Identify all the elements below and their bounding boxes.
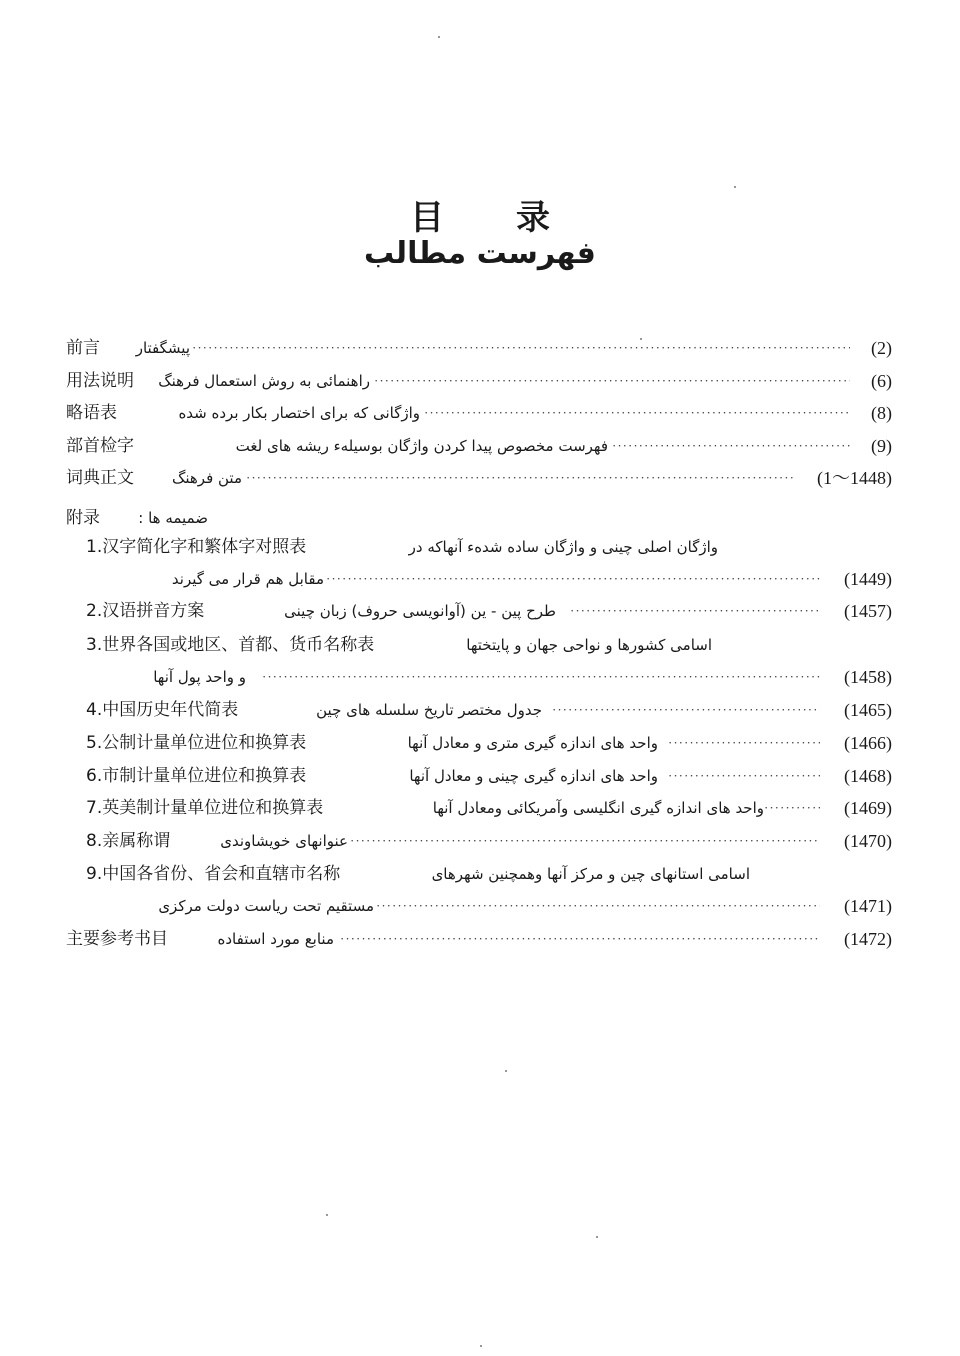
leader-dots <box>350 826 820 856</box>
appendix-item-8[interactable] <box>0 826 960 856</box>
entry-fa: فهرست مخصوص پیدا کردن واژگان بوسیلهء ریشه های لغت <box>235 437 608 455</box>
leader-dots <box>374 366 850 396</box>
entry-fa: راهنمائی به روش استعمال فرهنگ <box>158 372 370 390</box>
toc-entry-main-text[interactable] <box>0 463 960 493</box>
page-number: (1466) <box>844 733 892 753</box>
appendix-item-3[interactable] <box>0 630 960 660</box>
entry-fa: واژگانی که برای اختصار بکار برده شده <box>178 404 420 422</box>
page-number: (1472) <box>844 929 892 949</box>
entry-zh: 8.亲属称谓 <box>86 831 171 851</box>
appendix-heading <box>0 503 960 533</box>
entry-fa: منابع مورد استفاده <box>217 930 334 948</box>
appendix-item-1-cont[interactable] <box>0 564 960 594</box>
page-number: (1470) <box>844 831 892 851</box>
entry-fa: پیشگفتار <box>135 339 190 357</box>
scan-speck <box>326 1214 328 1216</box>
entry-fa: جدول مختصر تاریخ سلسله های چین <box>316 701 542 719</box>
entry-fa: عنوانهای خویشاوندی <box>220 832 348 850</box>
leader-dots <box>552 695 820 725</box>
entry-fa: متن فرهنگ <box>171 469 242 487</box>
appendix-fa: ضمیمه ها : <box>138 509 208 527</box>
appendix-item-9-cont[interactable] <box>0 891 960 921</box>
entry-zh: 主要参考书目 <box>66 929 168 949</box>
toc-entry-preface[interactable] <box>0 333 960 363</box>
appendix-item-6[interactable] <box>0 761 960 791</box>
entry-fa: واژگان اصلی چینی و واژگان ساده شدهء آنهاکه در <box>408 538 718 556</box>
leader-dots <box>262 662 820 692</box>
entry-zh: 略语表 <box>66 403 117 423</box>
page-number: (2) <box>871 338 892 358</box>
appendix-item-5[interactable] <box>0 728 960 758</box>
entry-fa: اسامی استانهای چین و مرکز آنها وهمچنین شهرهای <box>431 865 750 883</box>
entry-zh: 7.英美制计量单位进位和换算表 <box>86 798 324 818</box>
page-number: (1458) <box>844 667 892 687</box>
leader-dots <box>764 793 820 823</box>
toc-entry-radical-index[interactable] <box>0 431 960 461</box>
entry-zh: 9.中国各省份、省会和直辖市名称 <box>86 864 341 884</box>
entry-zh: 词典正文 <box>66 468 134 488</box>
entry-fa-cont: و واحد پول آنها <box>153 668 246 686</box>
toc-entry-abbreviations[interactable] <box>0 398 960 428</box>
leader-dots <box>612 431 850 461</box>
entry-zh: 前言 <box>66 338 100 358</box>
scan-speck <box>438 36 440 38</box>
title-char: 目 <box>410 198 444 238</box>
appendix-item-7[interactable] <box>0 793 960 823</box>
leader-dots <box>326 564 820 594</box>
entry-fa: واحد های اندازه گیری چینی و معادل آنها <box>409 767 658 785</box>
scan-speck <box>480 1345 482 1347</box>
appendix-item-4[interactable] <box>0 695 960 725</box>
entry-zh: 6.市制计量单位进位和换算表 <box>86 766 307 786</box>
page-number: (1457) <box>844 601 892 621</box>
page-number: (9) <box>871 436 892 456</box>
leader-dots <box>424 398 850 428</box>
page-number: (1465) <box>844 700 892 720</box>
page-number: (1468) <box>844 766 892 786</box>
appendix-item-9[interactable] <box>0 859 960 889</box>
scan-speck <box>640 338 642 340</box>
leader-dots <box>246 463 794 493</box>
entry-zh: 部首检字 <box>66 436 134 456</box>
toc-entry-usage[interactable] <box>0 366 960 396</box>
entry-fa-cont: مستقیم تحت ریاست دولت مرکزی <box>158 897 374 915</box>
scan-speck <box>734 186 736 188</box>
page-title-persian: فهرست مطالب <box>364 236 596 271</box>
page-number: (6) <box>871 371 892 391</box>
entry-zh: 用法说明 <box>66 371 134 391</box>
leader-dots <box>668 728 820 758</box>
entry-fa: اسامی کشورها و نواحی جهان و پایتختها <box>466 636 712 654</box>
entry-zh: 4.中国历史年代简表 <box>86 700 239 720</box>
entry-fa: واحد های اندازه گیری متری و معادل آنها <box>407 734 658 752</box>
leader-dots <box>192 333 850 363</box>
entry-zh: 3.世界各国或地区、首都、货币名称表 <box>86 635 375 655</box>
entry-fa: واحد های اندازه گیری انگلیسی وآمریکائی ومعادل آنها <box>432 799 764 817</box>
page-number: (1471) <box>844 896 892 916</box>
appendix-item-1[interactable] <box>0 532 960 562</box>
appendix-zh: 附录 <box>66 508 100 528</box>
page-title-chinese <box>0 190 960 239</box>
page-number: (1469) <box>844 798 892 818</box>
entry-zh: 2.汉语拼音方案 <box>86 601 205 621</box>
title-char: 录 <box>516 198 550 238</box>
entry-fa-cont: مقابل هم قرار می گیرند <box>171 570 324 588</box>
appendix-item-2[interactable] <box>0 596 960 626</box>
leader-dots <box>340 924 820 954</box>
entry-fa: طرح پین - ین (آوانویسی حروف) زبان چینی <box>284 602 556 620</box>
leader-dots <box>376 891 820 921</box>
scan-speck <box>596 1236 598 1238</box>
entry-zh: 5.公制计量单位进位和换算表 <box>86 733 307 753</box>
appendix-item-3-cont[interactable] <box>0 662 960 692</box>
page-number: (1～1448) <box>817 468 892 488</box>
page-number: (1449) <box>844 569 892 589</box>
leader-dots <box>668 761 820 791</box>
page-number: (8) <box>871 403 892 423</box>
leader-dots <box>570 596 820 626</box>
toc-entry-references[interactable] <box>0 924 960 954</box>
scan-speck <box>505 1070 507 1072</box>
entry-zh: 1.汉字简化字和繁体字对照表 <box>86 537 307 557</box>
